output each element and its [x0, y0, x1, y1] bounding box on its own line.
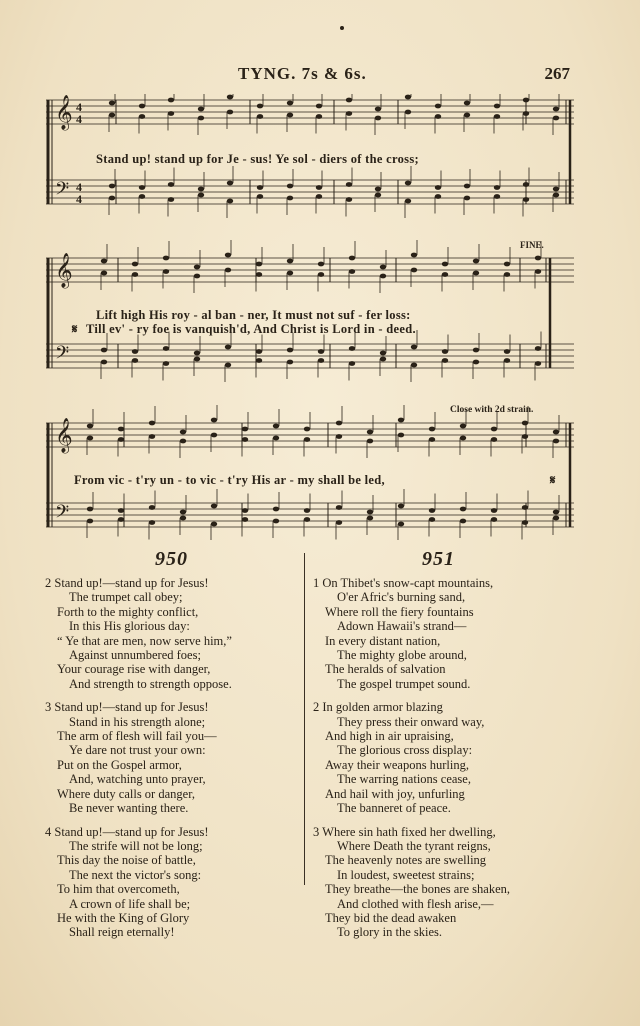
- hymn-line: 3 Where sin hath fixed her dwelling,: [313, 824, 496, 839]
- note-head: [139, 185, 145, 190]
- note-head: [109, 196, 115, 201]
- note-head: [163, 361, 169, 366]
- note-head: [257, 185, 263, 190]
- hymn-line: They press their onward way,: [337, 714, 485, 729]
- note-head: [553, 193, 559, 198]
- note-head: [227, 199, 233, 204]
- treble-clef-icon: 𝄞: [55, 95, 73, 130]
- hymn-line: This day the noise of battle,: [57, 853, 196, 868]
- note-head: [398, 418, 404, 423]
- hymn-line: They breathe—the bones are shaken,: [325, 882, 510, 897]
- note-head: [118, 437, 124, 442]
- note-head: [405, 95, 411, 100]
- note-head: [405, 181, 411, 186]
- hymn-line: The warring nations cease,: [337, 772, 471, 787]
- hymn-line: Against unnumbered foes;: [69, 648, 201, 663]
- note-head: [304, 517, 310, 522]
- note-head: [149, 434, 155, 439]
- hymn-line: The arm of flesh will fail you—: [57, 729, 217, 744]
- note-head: [139, 114, 145, 119]
- note-head: [367, 510, 373, 515]
- note-head: [491, 508, 497, 513]
- hymn-line: He with the King of Glory: [57, 910, 190, 925]
- hymn-line: The banneret of peace.: [337, 801, 451, 816]
- note-head: [149, 421, 155, 426]
- segno-sign-end: 𝄋: [550, 473, 556, 487]
- note-head: [109, 184, 115, 189]
- note-head: [398, 504, 404, 509]
- time-signature: 4: [76, 100, 82, 114]
- note-head: [273, 424, 279, 429]
- note-head: [242, 517, 248, 522]
- note-head: [349, 361, 355, 366]
- note-head: [168, 111, 174, 116]
- note-head: [380, 351, 386, 356]
- note-head: [435, 114, 441, 119]
- note-head: [211, 504, 217, 509]
- hymn-line: And hail with joy, unfurling: [325, 786, 465, 801]
- note-head: [375, 187, 381, 192]
- note-head: [287, 259, 293, 264]
- note-head: [316, 194, 322, 199]
- note-head: [118, 427, 124, 432]
- note-head: [198, 107, 204, 112]
- stanza: [313, 700, 510, 815]
- hymn-line: “ Ye that are men, now serve him,”: [57, 633, 232, 648]
- note-head: [194, 357, 200, 362]
- note-head: [349, 256, 355, 261]
- note-head: [256, 272, 262, 277]
- note-head: [535, 346, 541, 351]
- note-head: [464, 196, 470, 201]
- note-head: [494, 194, 500, 199]
- hymn-951-text: [313, 576, 510, 949]
- note-head: [87, 436, 93, 441]
- note-head: [180, 430, 186, 435]
- hymn-950-text: [45, 576, 232, 949]
- page-number: 267: [544, 64, 570, 83]
- note-head: [460, 424, 466, 429]
- note-head: [256, 358, 262, 363]
- note-head: [132, 349, 138, 354]
- note-head: [168, 182, 174, 187]
- time-signature: 4: [76, 112, 82, 126]
- note-head: [375, 193, 381, 198]
- note-head: [227, 181, 233, 186]
- note-head: [163, 269, 169, 274]
- note-head: [553, 510, 559, 515]
- stanza: [45, 700, 232, 815]
- lyric-line-1: Stand up! stand up for Je - sus! Ye sol - diers of the cross;: [96, 152, 419, 166]
- note-head: [257, 114, 263, 119]
- note-head: [553, 116, 559, 121]
- note-head: [242, 508, 248, 513]
- time-signature: 4: [76, 192, 82, 206]
- note-head: [553, 430, 559, 435]
- note-head: [375, 107, 381, 112]
- hymn-line: Stand in his strength alone;: [69, 714, 206, 729]
- hymn-line: The heralds of salvation: [325, 662, 446, 677]
- note-head: [101, 271, 107, 276]
- note-head: [139, 194, 145, 199]
- hymn-line: Away their weapons hurling,: [325, 757, 469, 772]
- note-head: [504, 358, 510, 363]
- hymn-line: 3 Stand up!—stand up for Jesus!: [45, 700, 209, 715]
- note-head: [163, 346, 169, 351]
- note-head: [132, 262, 138, 267]
- note-head: [287, 184, 293, 189]
- note-head: [242, 437, 248, 442]
- note-head: [194, 274, 200, 279]
- note-head: [523, 182, 529, 187]
- note-head: [367, 516, 373, 521]
- note-head: [101, 259, 107, 264]
- note-head: [168, 197, 174, 202]
- note-head: [225, 345, 231, 350]
- note-head: [194, 351, 200, 356]
- note-head: [523, 111, 529, 116]
- hymn-number-951: 951: [422, 548, 455, 570]
- note-head: [211, 433, 217, 438]
- hymn-line: 1 On Thibet's snow-capt mountains,: [313, 576, 494, 590]
- note-head: [304, 437, 310, 442]
- hymn-line: Where duty calls or danger,: [57, 786, 195, 801]
- note-head: [398, 433, 404, 438]
- note-head: [522, 505, 528, 510]
- lyric-line-3: From vic - t'ry un - to vic - t'ry His ar - my shall be led,: [74, 473, 385, 487]
- hymn-line: 2 Stand up!—stand up for Jesus!: [45, 576, 209, 590]
- note-head: [198, 193, 204, 198]
- hymn-line: Put on the Gospel armor,: [57, 757, 182, 772]
- treble-clef-icon: 𝄞: [55, 418, 73, 453]
- note-head: [101, 360, 107, 365]
- note-head: [473, 271, 479, 276]
- note-head: [225, 268, 231, 273]
- hymn-line: Adown Hawaii's strand—: [337, 619, 467, 634]
- note-head: [87, 519, 93, 524]
- note-head: [194, 265, 200, 270]
- note-head: [273, 519, 279, 524]
- note-head: [87, 507, 93, 512]
- note-head: [318, 262, 324, 267]
- hymn-line: They bid the dead awaken: [325, 910, 457, 925]
- note-head: [523, 98, 529, 103]
- note-head: [346, 111, 352, 116]
- close-instruction: Close with 2d strain.: [450, 405, 534, 415]
- hymn-line: 4 Stand up!—stand up for Jesus!: [45, 824, 209, 839]
- note-head: [118, 508, 124, 513]
- note-head: [442, 349, 448, 354]
- note-head: [198, 187, 204, 192]
- note-head: [504, 349, 510, 354]
- column-divider: [304, 553, 305, 885]
- note-head: [442, 262, 448, 267]
- hymn-line: And strength to strength oppose.: [69, 676, 232, 691]
- hymn-line: The gospel trumpet sound.: [337, 676, 471, 691]
- hymn-line: And, watching unto prayer,: [69, 772, 206, 787]
- note-head: [287, 360, 293, 365]
- hymn-line: Ye dare not trust your own:: [69, 743, 206, 758]
- note-head: [304, 508, 310, 513]
- note-head: [429, 427, 435, 432]
- note-head: [242, 427, 248, 432]
- stanza: [313, 825, 510, 940]
- hymn-line: In every distant nation,: [325, 633, 441, 648]
- note-head: [318, 272, 324, 277]
- note-head: [273, 507, 279, 512]
- note-head: [435, 104, 441, 109]
- hymn-line: Forth to the mighty conflict,: [57, 604, 199, 619]
- note-head: [149, 505, 155, 510]
- note-head: [336, 434, 342, 439]
- note-head: [553, 187, 559, 192]
- note-head: [442, 272, 448, 277]
- note-head: [211, 418, 217, 423]
- tune-title: TYNG. 7s & 6s.: [238, 64, 367, 83]
- note-head: [494, 114, 500, 119]
- note-head: [522, 434, 528, 439]
- note-head: [227, 110, 233, 115]
- note-head: [198, 116, 204, 121]
- note-head: [411, 253, 417, 258]
- note-head: [225, 253, 231, 258]
- note-head: [435, 194, 441, 199]
- bass-clef-icon: 𝄢: [55, 179, 70, 204]
- note-head: [535, 256, 541, 261]
- note-head: [304, 427, 310, 432]
- note-head: [522, 421, 528, 426]
- note-head: [346, 182, 352, 187]
- note-head: [349, 346, 355, 351]
- page-header: [0, 64, 640, 84]
- note-head: [380, 274, 386, 279]
- music-system-2: [46, 240, 574, 390]
- hymn-line: Where roll the fiery fountains: [325, 604, 474, 619]
- note-head: [535, 361, 541, 366]
- note-head: [398, 522, 404, 527]
- hymn-number-950: 950: [155, 548, 188, 570]
- bass-clef-icon: 𝄢: [55, 343, 70, 368]
- note-head: [287, 113, 293, 118]
- note-head: [494, 104, 500, 109]
- hymn-line: In this His glorious day:: [69, 619, 190, 634]
- hymn-line: Shall reign eternally!: [69, 925, 175, 940]
- note-head: [316, 104, 322, 109]
- note-head: [504, 262, 510, 267]
- lyric-line-2a: Lift high His roy - al ban - ner, It must not suf - fer loss:: [96, 308, 411, 322]
- note-head: [273, 436, 279, 441]
- time-signature: 4: [76, 180, 82, 194]
- note-head: [336, 421, 342, 426]
- hymn-line: To glory in the skies.: [337, 925, 443, 940]
- hymn-line: O'er Afric's burning sand,: [337, 590, 466, 605]
- segno-sign: 𝄋: [72, 322, 78, 336]
- hymn-line: And clothed with flesh arise,—: [337, 896, 494, 911]
- note-head: [553, 516, 559, 521]
- note-head: [287, 271, 293, 276]
- note-head: [225, 363, 231, 368]
- note-head: [367, 439, 373, 444]
- note-head: [211, 522, 217, 527]
- treble-clef-icon: 𝄞: [55, 253, 73, 288]
- hymn-line: 2 In golden armor blazing: [313, 700, 443, 715]
- note-head: [257, 104, 263, 109]
- note-head: [464, 184, 470, 189]
- note-head: [318, 358, 324, 363]
- note-head: [435, 185, 441, 190]
- note-head: [460, 507, 466, 512]
- note-head: [494, 185, 500, 190]
- note-head: [429, 437, 435, 442]
- note-head: [287, 196, 293, 201]
- note-head: [256, 262, 262, 267]
- note-head: [346, 98, 352, 103]
- note-head: [227, 95, 233, 100]
- note-head: [87, 424, 93, 429]
- note-head: [523, 197, 529, 202]
- hymn-line: Where Death the tyrant reigns,: [337, 838, 491, 853]
- note-head: [464, 101, 470, 106]
- note-head: [375, 116, 381, 121]
- note-head: [316, 185, 322, 190]
- note-head: [411, 268, 417, 273]
- stanza: [45, 825, 232, 940]
- hymn-line: A crown of life shall be;: [69, 896, 191, 911]
- note-head: [380, 357, 386, 362]
- note-head: [349, 269, 355, 274]
- note-head: [380, 265, 386, 270]
- stanza: [45, 576, 232, 691]
- hymn-line: The strife will not be long;: [69, 838, 203, 853]
- hymn-line: The next the victor's song:: [69, 867, 202, 882]
- hymn-line: In loudest, sweetest strains;: [337, 867, 475, 882]
- note-head: [411, 363, 417, 368]
- note-head: [504, 272, 510, 277]
- note-head: [163, 256, 169, 261]
- note-head: [149, 520, 155, 525]
- hymn-line: The mighty globe around,: [337, 648, 467, 663]
- music-system-1: [46, 94, 574, 219]
- note-head: [132, 358, 138, 363]
- note-head: [287, 101, 293, 106]
- hymn-line: To him that overcometh,: [57, 882, 180, 897]
- note-head: [491, 517, 497, 522]
- note-head: [101, 348, 107, 353]
- note-head: [336, 505, 342, 510]
- note-head: [318, 349, 324, 354]
- note-head: [535, 269, 541, 274]
- note-head: [180, 516, 186, 521]
- note-head: [180, 439, 186, 444]
- hymn-line: The heavenly notes are swelling: [325, 853, 487, 868]
- note-head: [473, 259, 479, 264]
- note-head: [168, 98, 174, 103]
- note-head: [429, 517, 435, 522]
- note-head: [405, 199, 411, 204]
- note-head: [118, 517, 124, 522]
- note-head: [367, 430, 373, 435]
- note-head: [473, 348, 479, 353]
- lyric-line-2b: Till ev' - ry foe is vanquish'd, And Christ is Lord in - deed.: [86, 322, 416, 336]
- note-head: [256, 349, 262, 354]
- bass-clef-icon: 𝄢: [55, 502, 70, 527]
- note-head: [109, 101, 115, 106]
- hymn-line: And high in air upraising,: [325, 729, 454, 744]
- note-head: [346, 197, 352, 202]
- note-head: [553, 439, 559, 444]
- note-head: [411, 345, 417, 350]
- note-head: [139, 104, 145, 109]
- note-head: [336, 520, 342, 525]
- note-head: [180, 510, 186, 515]
- note-head: [460, 519, 466, 524]
- note-head: [287, 348, 293, 353]
- note-head: [442, 358, 448, 363]
- music-system-3: [46, 405, 574, 540]
- note-head: [316, 114, 322, 119]
- hymn-line: Your courage rise with danger,: [57, 662, 211, 677]
- hymn-line: The glorious cross display:: [337, 743, 473, 758]
- hymn-line: The trumpet call obey;: [69, 590, 183, 605]
- note-head: [405, 110, 411, 115]
- note-head: [460, 436, 466, 441]
- hymn-line: Be never wanting there.: [69, 801, 189, 816]
- note-head: [109, 113, 115, 118]
- note-head: [553, 107, 559, 112]
- note-head: [429, 508, 435, 513]
- note-head: [491, 427, 497, 432]
- note-head: [473, 360, 479, 365]
- note-head: [491, 437, 497, 442]
- stanza: [313, 576, 510, 691]
- note-head: [464, 113, 470, 118]
- note-head: [257, 194, 263, 199]
- fine-marker: FINE.: [520, 240, 544, 250]
- note-head: [522, 520, 528, 525]
- ink-speck: [340, 26, 344, 30]
- note-head: [132, 272, 138, 277]
